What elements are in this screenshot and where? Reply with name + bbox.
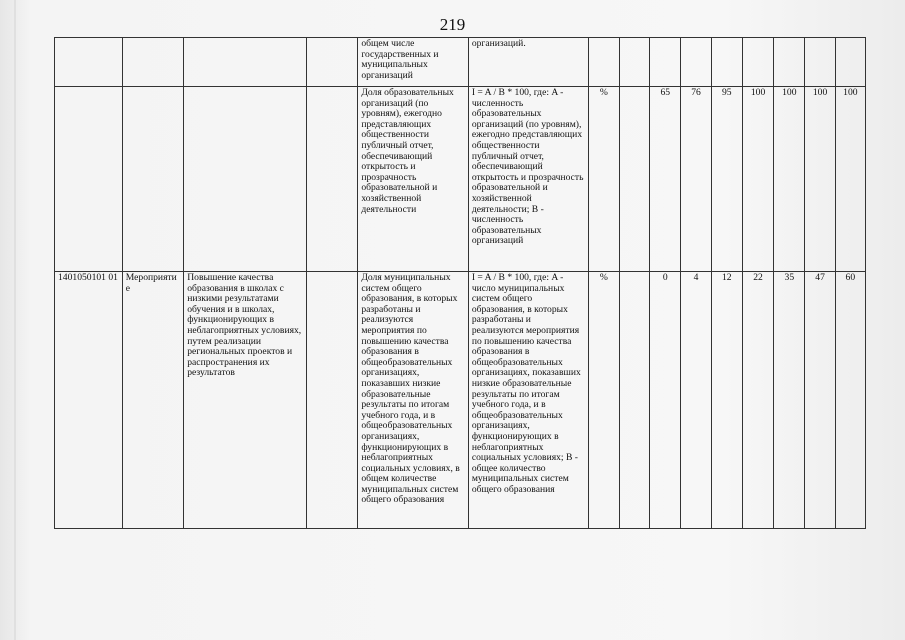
value-cell — [619, 38, 649, 87]
indicator-cell: общем числе государственных и муниципальных организаций — [358, 38, 468, 87]
value-cell: 22 — [742, 272, 773, 529]
table-row — [55, 272, 866, 529]
value-cell: 76 — [681, 87, 711, 272]
page-number: 219 — [439, 15, 466, 34]
type-cell — [122, 38, 184, 87]
value-cell — [619, 87, 649, 272]
formula-cell: I = A / B * 100, где: A - численность образовательных организаций (по уровням), ежегодно представляющих общественности публичный отчет, обеспечивающий открытость и прозрачность образовательной и хозяйственной деятельности; B - численность образовательных организаций — [468, 87, 588, 272]
unit-cell: % — [588, 272, 619, 529]
value-cell — [619, 272, 649, 529]
code-cell — [55, 38, 123, 87]
value-cell: 65 — [650, 87, 681, 272]
value-cell — [681, 38, 711, 87]
value-cell — [774, 38, 805, 87]
name-cell — [184, 87, 307, 272]
table-row — [55, 87, 866, 272]
unit-cell — [588, 38, 619, 87]
unit-cell: % — [588, 87, 619, 272]
value-cell: 60 — [835, 272, 865, 529]
value-cell: 100 — [742, 87, 773, 272]
value-cell — [711, 38, 742, 87]
value-cell: 47 — [805, 272, 835, 529]
code-cell — [55, 87, 123, 272]
formula-cell: организаций. — [468, 38, 588, 87]
blank-cell — [307, 87, 358, 272]
value-cell: 0 — [650, 272, 681, 529]
blank-cell — [307, 38, 358, 87]
value-cell: 95 — [711, 87, 742, 272]
value-cell: 100 — [774, 87, 805, 272]
scan-shadow — [14, 0, 16, 640]
code-cell: 1401050101 01 — [55, 272, 123, 529]
indicator-cell: Доля муниципальных систем общего образования, в которых разработаны и реализуются мероприятия по повышению качества образования в общеобразовательных организациях, показавших низкие образовательные результаты по итогам учебного года, и в общеобразовательных организациях, функционирующих в неблагоприятных социальных условиях, в общем количестве муниципальных систем общего образования — [358, 272, 468, 529]
name-cell — [184, 38, 307, 87]
value-cell — [650, 38, 681, 87]
value-cell — [742, 38, 773, 87]
value-cell: 35 — [774, 272, 805, 529]
table-row — [55, 38, 866, 87]
blank-cell — [307, 272, 358, 529]
value-cell: 12 — [711, 272, 742, 529]
program-table — [54, 37, 866, 529]
indicator-cell: Доля образовательных организаций (по уровням), ежегодно представляющих общественности публичный отчет, обеспечивающий открытость и прозрачность образовательной и хозяйственной деятельности — [358, 87, 468, 272]
value-cell: 100 — [805, 87, 835, 272]
value-cell — [805, 38, 835, 87]
name-cell: Повышение качества образования в школах с низкими результатами обучения и в школах, функционирующих в неблагоприятных условиях, путем реализации региональных проектов и распространения их результатов — [184, 272, 307, 529]
value-cell — [835, 38, 865, 87]
type-cell — [122, 87, 184, 272]
type-cell: Мероприятие — [122, 272, 184, 529]
value-cell: 4 — [681, 272, 711, 529]
value-cell: 100 — [835, 87, 865, 272]
formula-cell: I = A / B * 100, где: A - число муниципальных систем общего образования, в которых разработаны и реализуются мероприятия по повышению качества образования в общеобразовательных организациях, показавших низкие образовательные результаты по итогам учебного года, и в общеобразовательных организациях, функционирующих в неблагоприятных социальных условиях; B - общее количество муниципальных систем общего образования — [468, 272, 588, 529]
